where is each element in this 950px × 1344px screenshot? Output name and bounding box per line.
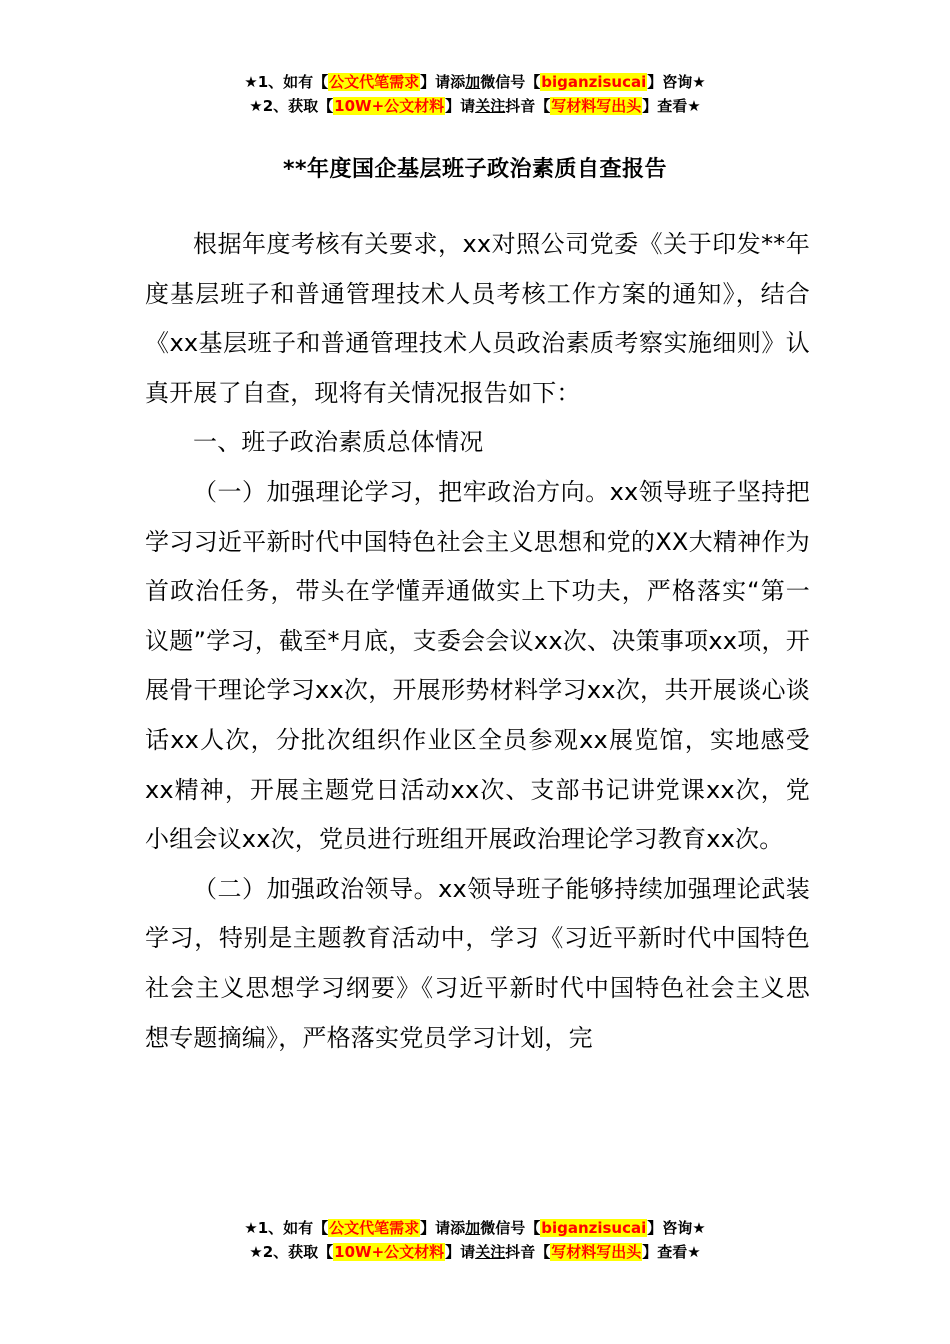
emphasis-text: 加 [465,1219,481,1237]
highlight-materials: 10W+公文材料 [334,1243,445,1261]
paragraph-political-leadership: （二）加强政治领导。xx领导班子能够持续加强理论武装学习，特别是主题教育活动中，学习《习近平新时代中国特色社会主义思想学习纲要》《习近平新时代中国特色社会主义思想专题摘编》，严格落实党员学习计划，完 [145,874,810,1052]
star-icon: ★ [692,73,706,91]
promo-text: 】咨询 [647,1219,693,1237]
promo-text: 】查看 [642,97,688,115]
highlight-service: 公文代笔需求 [329,1219,420,1237]
promo-text: 】请 [445,97,476,115]
paragraph-theory-study: （一）加强理论学习，把牢政治方向。xx领导班子坚持把学习习近平新时代中国特色社会主义思想和党的XX大精神作为首政治任务，带头在学懂弄通做实上下功夫，严格落实“第一议题”学习，截至*月底，支委会会议xx次、决策事项xx项，开展骨干理论学习xx次，开展形势材料学习xx次，共开展谈心谈话xx人次，分批次组织作业区全员参观xx展览馆，实地感受xx精神，开展主题党日活动xx次、支部书记讲党课xx次，党小组会议xx次，党员进行班组开展政治理论学习教育xx次。 [145,477,810,854]
promo-text: 1、如有【 [257,1219,329,1237]
star-icon: ★ [687,1243,701,1261]
promo-text: 】请添 [420,73,466,91]
promo-text: 】咨询 [647,73,693,91]
emphasis-text: 关注 [475,97,506,115]
promo-text: 微信号【 [480,73,541,91]
highlight-wechat-id: biganzisucai [541,73,647,91]
star-icon: ★ [244,1219,258,1237]
emphasis-text: 关注 [475,1243,506,1261]
promo-line-1 [0,1216,950,1240]
star-icon: ★ [244,73,258,91]
promo-text: 微信号【 [480,1219,541,1237]
highlight-service: 公文代笔需求 [329,73,420,91]
document-title: **年度国企基层班子政治素质自查报告 [282,157,667,182]
promo-banner-bottom [0,1216,950,1264]
paragraph-intro: 根据年度考核有关要求，xx对照公司党委《关于印发**年度基层班子和普通管理技术人员考核工作方案的通知》，结合《xx基层班子和普通管理技术人员政治素质考察实施细则》认真开展了自查，现将有关情况报告如下： [145,230,810,407]
document-body [145,220,810,1063]
promo-text: 】请添 [420,1219,466,1237]
promo-line-1 [0,70,950,94]
section-heading: 一、班子政治素质总体情况 [193,428,484,457]
promo-text: 2、获取【 [262,1243,334,1261]
promo-text: 】请 [445,1243,476,1261]
promo-text: 1、如有【 [257,73,329,91]
star-icon: ★ [687,97,701,115]
emphasis-text: 加 [465,73,481,91]
promo-line-2 [0,94,950,118]
highlight-wechat-id: biganzisucai [541,1219,647,1237]
promo-banner-top [0,70,950,118]
star-icon: ★ [692,1219,706,1237]
highlight-materials: 10W+公文材料 [334,97,445,115]
promo-line-2 [0,1240,950,1264]
promo-text: 】查看 [642,1243,688,1261]
promo-text: 抖音【 [505,97,551,115]
star-icon: ★ [249,1243,263,1261]
promo-text: 2、获取【 [262,97,334,115]
highlight-douyin-id: 写材料写出头 [551,1243,642,1261]
promo-text: 抖音【 [505,1243,551,1261]
highlight-douyin-id: 写材料写出头 [551,97,642,115]
star-icon: ★ [249,97,263,115]
